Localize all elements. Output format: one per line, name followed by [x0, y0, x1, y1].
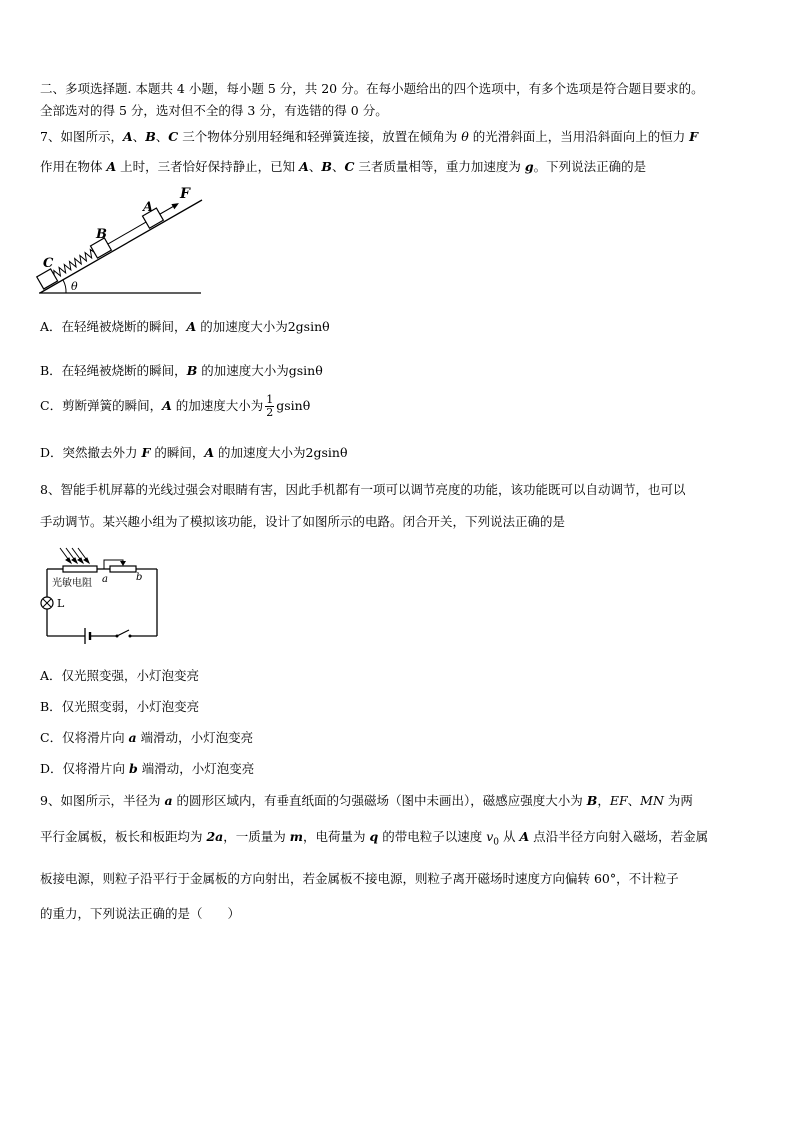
label-a: A [143, 200, 154, 215]
q9-stem-line3: 板接电源，则粒子沿平行于金属板的方向射出，若金属板不接电源，则粒子离开磁场时速度方向偏转 60°，不计粒子 [40, 871, 679, 886]
switch [117, 630, 129, 636]
label-a: a [102, 574, 108, 585]
q8-option-c[interactable]: C．仅将滑片向 a 端滑动，小灯泡变亮 [40, 730, 254, 745]
q8-stem-line2: 手动调节。某兴趣小组为了模拟该功能，设计了如图所示的电路。闭合开关，下列说法正确的是 [40, 514, 566, 529]
q9-stem-line1: 9、如图所示，半径为 a 的圆形区域内，有垂直纸面的匀强磁场（图中未画出），磁感应强度大小为 B，EF、MN 为两 [40, 793, 693, 808]
label-c: C [43, 256, 54, 271]
lamp-label: L [57, 597, 65, 610]
q8-option-b[interactable]: B．仅光照变弱，小灯泡变亮 [40, 699, 200, 714]
slider-arrow [120, 561, 126, 566]
q7-incline-diagram [36, 184, 206, 298]
label-b: b [136, 572, 143, 583]
angle-arc [63, 280, 66, 293]
q7-stem-line2: 作用在物体 A 上时，三者恰好保持静止，已知 A、B、C 三者质量相等，重力加速度为 g。下列说法正确的是 [40, 159, 647, 174]
theta-label: θ [71, 280, 78, 293]
q7-option-b[interactable]: B．在轻绳被烧断的瞬间，B 的加速度大小为gsinθ [40, 363, 323, 378]
rope [108, 222, 146, 244]
q7-option-c[interactable]: C．剪断弹簧的瞬间，A 的加速度大小为 $\frac{1}{2}$ gsinθ [40, 393, 311, 419]
label-f: F [180, 186, 190, 202]
q8-option-a[interactable]: A．仅光照变强，小灯泡变亮 [40, 668, 200, 683]
q7-option-d[interactable]: D．突然撤去外力 F 的瞬间，A 的加速度大小为2gsinθ [40, 445, 348, 460]
section-instructions-line2: 全部选对的得 5 分，选对但不全的得 3 分，有选错的得 0 分。 [40, 103, 388, 118]
rheostat [110, 566, 136, 572]
q7-stem-line1: 7、如图所示，A、B、C 三个物体分别用轻绳和轻弹簧连接，放置在倾角为 θ 的光滑斜面上，当用沿斜面向上的恒力 F [40, 129, 699, 144]
fraction-one-half: $\frac{1}{2}$ [266, 393, 274, 419]
photoresistor [63, 566, 97, 572]
section-instructions-line1: 二、多项选择题. 本题共 4 小题，每小题 5 分，共 20 分。在每小题给出的四个选项中，有多个选项是符合题目要求的。 [40, 81, 704, 96]
q8-stem-line1: 8、智能手机屏幕的光线过强会对眼睛有害，因此手机都有一项可以调节亮度的功能，该功能既可以自动调节，也可以 [40, 482, 686, 497]
light-rays [60, 548, 89, 563]
q9-stem-line4: 的重力，下列说法正确的是（ ） [40, 906, 241, 921]
q7-option-a[interactable]: A．在轻绳被烧断的瞬间，A 的加速度大小为2gsinθ [40, 319, 330, 334]
q8-option-d[interactable]: D．仅将滑片向 b 端滑动，小灯泡变亮 [40, 761, 255, 776]
q8-circuit-diagram [36, 545, 166, 645]
incline-line [40, 200, 202, 293]
q9-stem-line2: 平行金属板，板长和板距均为 2a，一质量为 m，电荷量为 q 的带电粒子以速度 $v_0$ 从 A 点沿半径方向射入磁场，若金属 [40, 829, 709, 848]
block-c [37, 269, 58, 289]
label-b: B [96, 227, 107, 242]
ldr-label: 光敏电阻 [52, 578, 92, 589]
blocks-group [37, 197, 183, 289]
